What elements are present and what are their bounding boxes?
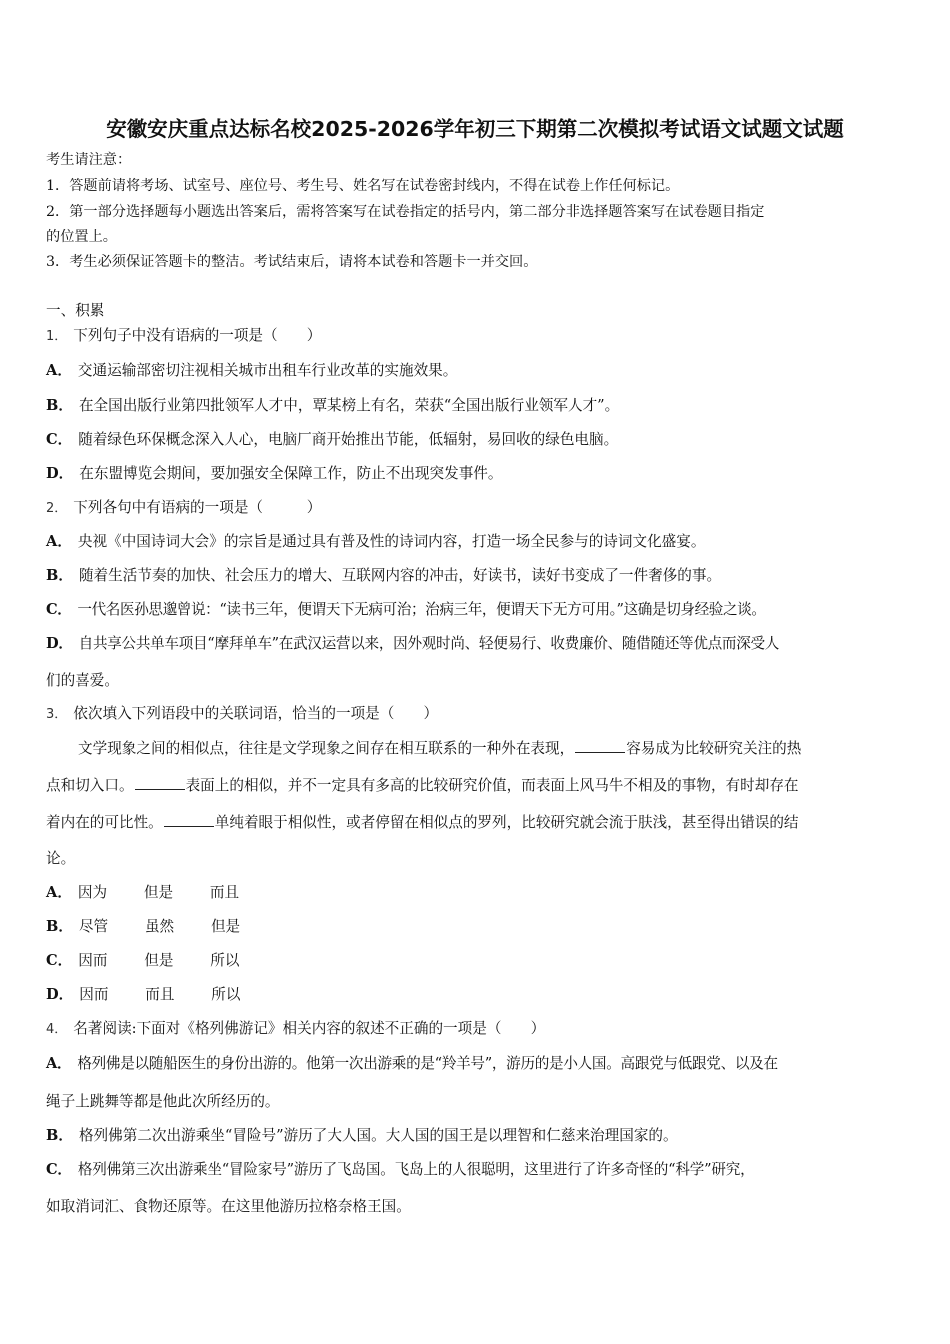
- option-text: 在全国出版行业第四批领军人才中，覃某榜上有名，荣获“全国出版行业领军人才”。: [78, 397, 620, 414]
- option: [46, 917, 910, 937]
- option-label: B．: [46, 567, 73, 584]
- notice-item-2-cont: 的位置上。: [46, 229, 117, 245]
- question-1-stem: [46, 326, 910, 347]
- option-text: 格列佛第三次出游乘坐“冒险家号”游历了飞岛国。飞岛上的人很聪明，这里进行了许多奇怪的“科学”研究，: [77, 1161, 755, 1178]
- fill-blank-1: [575, 738, 625, 753]
- option: [46, 532, 910, 552]
- question-text: 名著阅读:下面对《格列佛游记》相关内容的叙述不正确的一项是（ ）: [73, 1020, 546, 1037]
- passage-text: 文学现象之间的相似点，往往是文学现象之间存在相互联系的一种外在表现，: [78, 740, 575, 757]
- notice-item-2: 2．第一部分选择题每小题选出答案后，需将答案写在试卷指定的括号内，第二部分非选择题答案写在试卷题目指定: [46, 204, 765, 220]
- option-label: A．: [46, 533, 72, 550]
- fill-blank-3: [164, 812, 214, 827]
- passage-text: 点和切入口。: [46, 777, 134, 794]
- question-4-stem: [46, 1019, 910, 1040]
- question-number: 3．: [46, 707, 68, 722]
- page-title: 安徽安庆重点达标名校2025-2026学年初三下期第二次模拟考试语文试题文试题: [106, 117, 844, 141]
- option-text: 随着生活节奏的加快、社会压力的增大、互联网内容的冲击，好读书，读好书变成了一件奢侈的事。: [78, 567, 722, 584]
- question-3-stem: [46, 704, 910, 725]
- section-heading: 一、积累: [46, 302, 105, 319]
- option: [46, 566, 910, 586]
- option-text: 随着绿色环保概念深入人心，电脑厂商开始推出节能，低辐射，易回收的绿色电脑。: [78, 431, 619, 448]
- option-label: D．: [46, 986, 74, 1003]
- option: [46, 883, 910, 903]
- option-word: 所以: [211, 986, 241, 1003]
- option-text: 一代名医孙思邈曾说：“读书三年，便谓天下无病可治；治病三年，便谓天下无方可用。”这确是切身经验之谈。: [77, 601, 766, 618]
- option: [46, 1126, 910, 1146]
- option-text: 在东盟博览会期间，要加强安全保障工作，防止不出现突发事件。: [79, 465, 503, 482]
- question-number: 4．: [46, 1022, 68, 1037]
- option-label: D．: [46, 635, 73, 652]
- option-text: 格列佛是以随船医生的身份出游的。他第一次出游乘的是“羚羊号”，游历的是小人国。高跟党与低跟党、以及在: [77, 1055, 778, 1072]
- option-word: 但是: [143, 884, 174, 901]
- option-text: 交通运输部密切注视相关城市出租车行业改革的实施效果。: [77, 362, 458, 379]
- option-text: 格列佛第二次出游乘坐“冒险号”游历了大人国。大人国的国王是以理智和仁慈来治理国家的。: [78, 1127, 678, 1144]
- option-label: C．: [46, 1161, 72, 1178]
- option-label: C．: [46, 952, 73, 969]
- option-continuation: 如取消词汇、食物还原等。在这里他游历拉格奈格王国。: [46, 1198, 411, 1215]
- passage-text: 单纯着眼于相似性，或者停留在相似点的罗列，比较研究就会流于肤浅，甚至得出错误的结: [214, 814, 799, 831]
- option-label: C．: [46, 601, 72, 618]
- option-word: 所以: [210, 952, 240, 969]
- option-word: 但是: [210, 918, 241, 935]
- option: [46, 985, 910, 1005]
- option: [46, 430, 910, 450]
- option-label: B．: [46, 918, 73, 935]
- option: [46, 634, 910, 654]
- option-word: 而且: [209, 884, 240, 901]
- passage-line-2: [46, 775, 910, 796]
- option-text: 自共享公共单车项目“摩拜单车”在武汉运营以来，因外观时尚、轻便易行、收费廉价、随借随还等优点而深受人: [78, 635, 780, 652]
- option-label: C．: [46, 431, 73, 448]
- option-continuation: 们的喜爱。: [46, 672, 119, 689]
- fill-blank-2: [135, 775, 185, 790]
- option-word: 因为: [77, 884, 108, 901]
- notice-heading: 考生请注意：: [46, 152, 132, 168]
- option-label: D．: [46, 465, 74, 482]
- question-text: 下列句子中没有语病的一项是（ ）: [73, 327, 322, 344]
- passage-line-4: 论。: [46, 850, 76, 867]
- option-label: A．: [46, 884, 72, 901]
- option-continuation: 绳子上跳舞等都是他此次所经历的。: [46, 1093, 280, 1110]
- option-label: A．: [46, 1055, 72, 1072]
- notice-item-3: 3．考生必须保证答题卡的整洁。考试结束后，请将本试卷和答题卡一并交回。: [46, 254, 538, 270]
- option: [46, 464, 910, 484]
- option-word: 但是: [144, 952, 174, 969]
- option: [46, 951, 910, 971]
- question-2-stem: [46, 498, 910, 519]
- passage-text: 容易成为比较研究关注的热: [626, 740, 802, 757]
- question-number: 2．: [46, 501, 68, 516]
- notice-item-1: 1．答题前请将考场、试室号、座位号、考生号、姓名写在试卷密封线内，不得在试卷上作任何标记。: [46, 178, 680, 194]
- passage-text: 着内在的可比性。: [46, 814, 163, 831]
- question-text: 下列各句中有语病的一项是（ ）: [73, 499, 322, 516]
- passage-line-3: [46, 812, 910, 833]
- option-word: 尽管: [78, 918, 109, 935]
- option: [46, 600, 910, 620]
- option: [46, 1160, 910, 1180]
- option-word: 因而: [78, 952, 108, 969]
- option-word: 因而: [79, 986, 109, 1003]
- passage-text: 表面上的相似，并不一定具有多高的比较研究价值，而表面上风马牛不相及的事物，有时却存在: [185, 777, 799, 794]
- option-text: 央视《中国诗词大会》的宗旨是通过具有普及性的诗词内容，打造一场全民参与的诗词文化盛宴。: [77, 533, 706, 550]
- option-word: 虽然: [144, 918, 175, 935]
- option-word: 而且: [145, 986, 175, 1003]
- option-label: B．: [46, 1127, 73, 1144]
- option-label: B．: [46, 397, 73, 414]
- question-number: 1．: [46, 329, 68, 344]
- option-label: A．: [46, 362, 72, 379]
- passage-line-1: [46, 738, 910, 759]
- question-text: 依次填入下列语段中的关联词语，恰当的一项是（ ）: [73, 705, 439, 722]
- option: [46, 396, 910, 416]
- option: [46, 1054, 910, 1074]
- option: [46, 361, 910, 381]
